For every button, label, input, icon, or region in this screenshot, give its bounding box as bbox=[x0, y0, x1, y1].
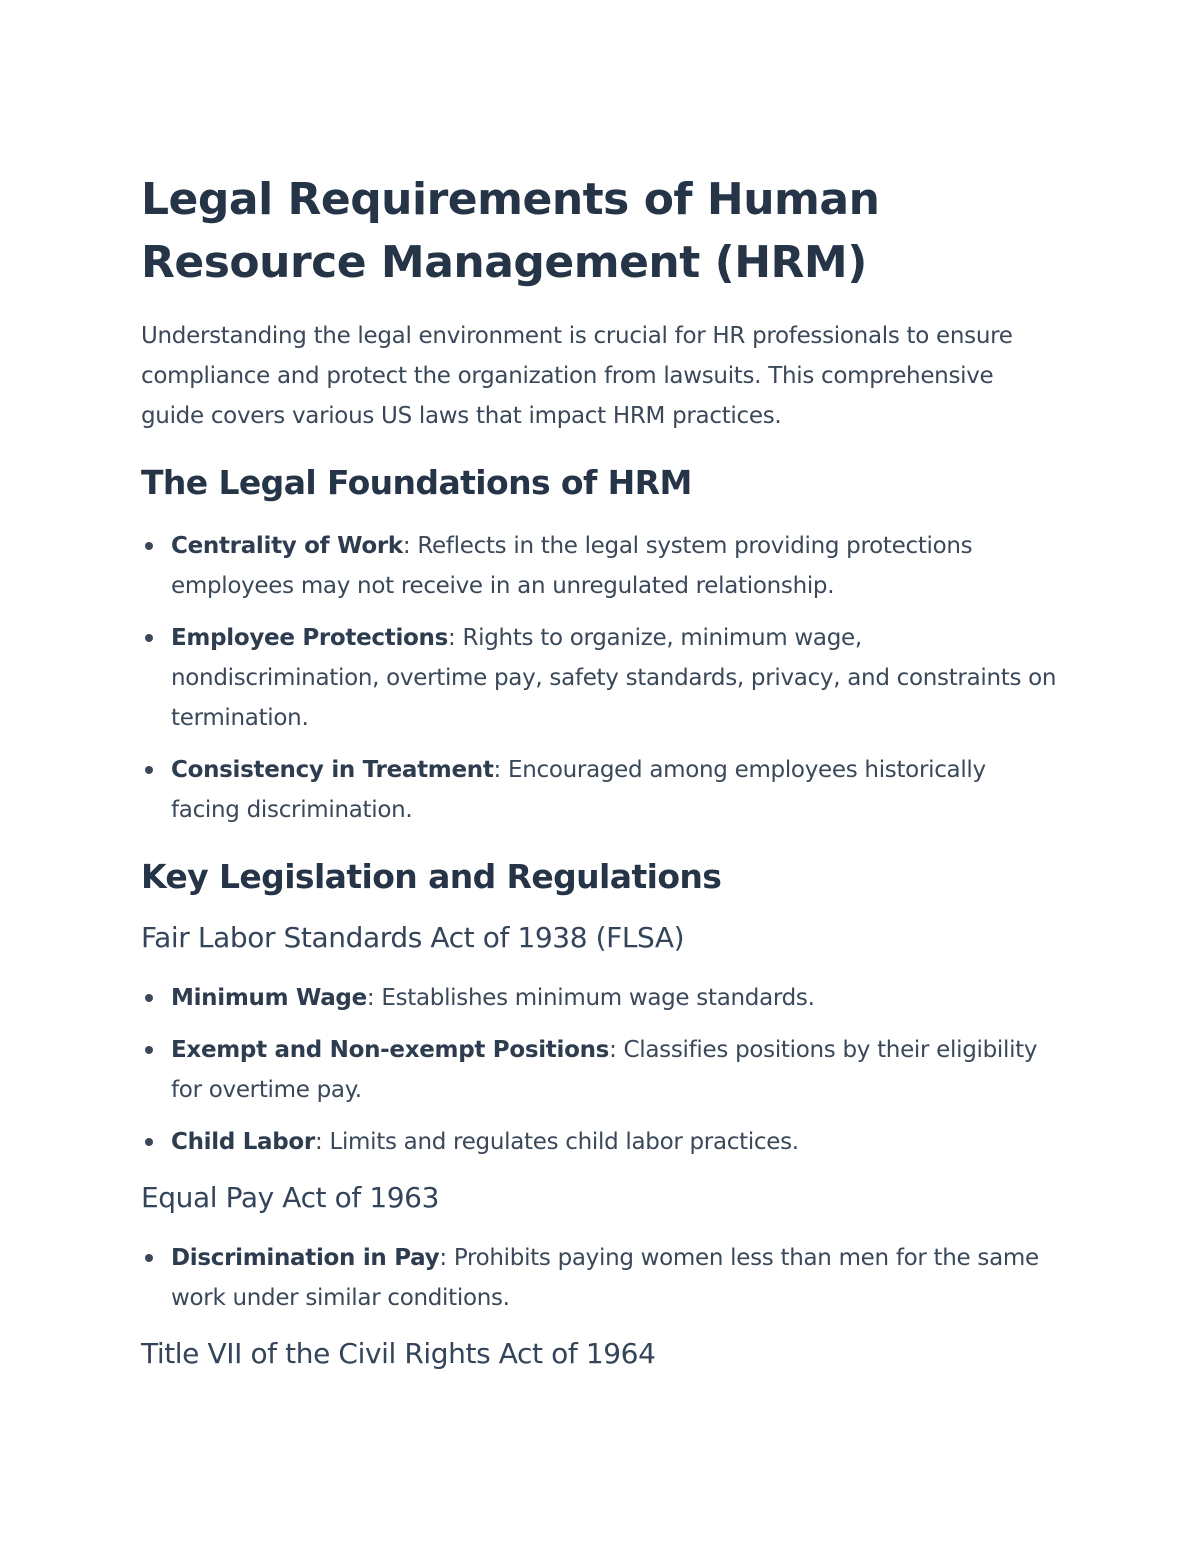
bullet-icon bbox=[145, 634, 153, 642]
document-page bbox=[141, 168, 1061, 1376]
bullet-icon bbox=[145, 542, 153, 550]
list-item: Discrimination in Pay: Prohibits paying women less than men for the same work under similar conditions. bbox=[141, 1238, 1061, 1318]
list-item-text: Establishes minimum wage standards. bbox=[381, 985, 815, 1011]
list-item: Child Labor: Limits and regulates child labor practices. bbox=[141, 1122, 1061, 1162]
list-item-text: Limits and regulates child labor practices. bbox=[329, 1129, 799, 1155]
list-item-text: Rights to organize, minimum wage, nondiscrimination, overtime pay, safety standards, privacy, and constraints on termination. bbox=[171, 625, 1057, 731]
list-item-text: Prohibits paying women less than men for the same work under similar conditions. bbox=[171, 1245, 1039, 1311]
list-item-text: Reflects in the legal system providing protections employees may not receive in an unregulated relationship. bbox=[171, 533, 973, 599]
list-item-term: Child Labor bbox=[171, 1129, 315, 1155]
list-item-text: Classifies positions by their eligibility for overtime pay. bbox=[171, 1037, 1038, 1103]
bullet-icon bbox=[145, 1046, 153, 1054]
list-item-term: Exempt and Non-exempt Positions bbox=[171, 1037, 610, 1063]
list-item: Minimum Wage: Establishes minimum wage standards. bbox=[141, 978, 1061, 1018]
section-heading-legislation: Key Legislation and Regulations bbox=[141, 857, 722, 896]
sub-heading-equal-pay: Equal Pay Act of 1963 bbox=[141, 1181, 439, 1214]
list-item-text: Encouraged among employees historically facing discrimination. bbox=[171, 757, 986, 823]
list-item-term: Centrality of Work bbox=[171, 533, 403, 559]
list-item: Employee Protections: Rights to organize, minimum wage, nondiscrimination, overtime pay, safety standards, privacy, and constraints on termination. bbox=[141, 618, 1061, 738]
list-item-term: Discrimination in Pay bbox=[171, 1245, 440, 1271]
equal-pay-list bbox=[141, 1238, 1061, 1318]
list-item: Consistency in Treatment: Encouraged among employees historically facing discrimination. bbox=[141, 750, 1061, 830]
list-item: Exempt and Non-exempt Positions: Classifies positions by their eligibility for overtime pay. bbox=[141, 1030, 1061, 1110]
list-item-term: Employee Protections bbox=[171, 625, 448, 651]
bullet-icon bbox=[145, 1138, 153, 1146]
intro-paragraph: Understanding the legal environment is crucial for HR professionals to ensure compliance and protect the organization from lawsuits. This comprehensive guide covers various US laws that impact HRM practices. bbox=[141, 323, 1013, 429]
flsa-list bbox=[141, 978, 1061, 1162]
section-heading-foundations: The Legal Foundations of HRM bbox=[141, 463, 692, 502]
sub-heading-flsa: Fair Labor Standards Act of 1938 (FLSA) bbox=[141, 921, 685, 954]
list-item-term: Minimum Wage bbox=[171, 985, 367, 1011]
sub-heading-title-vii: Title VII of the Civil Rights Act of 1964 bbox=[141, 1337, 656, 1370]
bullet-icon bbox=[145, 1254, 153, 1262]
bullet-icon bbox=[145, 766, 153, 774]
foundations-list bbox=[141, 526, 1061, 830]
list-item-term: Consistency in Treatment bbox=[171, 757, 494, 783]
document-title: Legal Requirements of Human Resource Management (HRM) bbox=[141, 174, 880, 288]
bullet-icon bbox=[145, 994, 153, 1002]
list-item: Centrality of Work: Reflects in the legal system providing protections employees may not receive in an unregulated relationship. bbox=[141, 526, 1061, 606]
